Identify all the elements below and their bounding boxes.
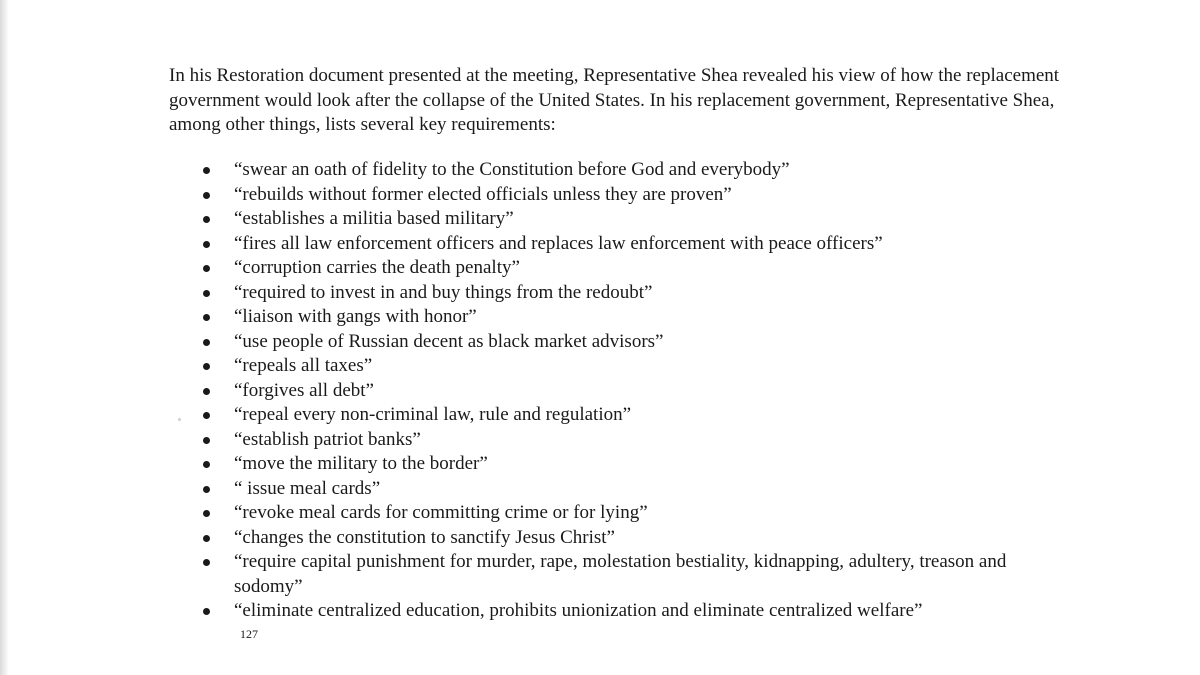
bullet-icon	[203, 412, 210, 419]
requirement-text: “repeals all taxes”	[234, 355, 373, 376]
bullet-icon	[203, 241, 210, 248]
requirement-text: “establishes a militia based military”	[234, 208, 514, 229]
list-item	[198, 477, 1078, 502]
list-item	[198, 158, 1078, 183]
bullet-icon	[203, 216, 210, 223]
bullet-icon	[203, 559, 210, 566]
list-item	[198, 281, 1078, 306]
intro-paragraph: In his Restoration document presented at the meeting, Representative Shea revealed his view of how the replacement government would look after the collapse of the United States. In his replacement government, Representative Shea, among other things, lists several key requirements:	[169, 65, 1060, 135]
requirement-text: “forgives all debt”	[234, 379, 374, 401]
bullet-icon	[203, 461, 210, 468]
requirement-text: “establish patriot banks”	[234, 428, 421, 450]
bullet-icon	[203, 167, 210, 174]
list-item	[198, 428, 1078, 453]
footnote-number: 127	[240, 627, 258, 641]
page-edge-shadow	[0, 0, 9, 675]
list-item	[198, 232, 1078, 257]
bullet-icon	[203, 339, 210, 346]
requirement-text: “move the military to the border”	[234, 453, 488, 474]
bullet-icon	[203, 486, 210, 493]
bullet-icon	[203, 265, 210, 272]
list-item	[198, 354, 1078, 379]
requirement-text: “use people of Russian decent as black market advisors”	[234, 330, 664, 352]
list-item	[198, 183, 1078, 208]
bullet-icon	[203, 290, 210, 297]
requirement-text: “rebuilds without former elected officials unless they are proven”	[234, 183, 732, 205]
bullet-icon	[203, 437, 210, 444]
bullet-icon	[203, 388, 210, 395]
list-item	[198, 256, 1078, 281]
bullet-icon	[203, 314, 210, 321]
bullet-icon	[203, 510, 210, 517]
requirement-text: “require capital punishment for murder, rape, molestation bestiality, kidnapping, adultery, treason and sodomy”	[234, 551, 1007, 597]
requirement-text: “fires all law enforcement officers and replaces law enforcement with peace officers”	[234, 232, 883, 254]
list-item	[198, 550, 1078, 599]
requirement-text: “ issue meal cards”	[234, 477, 381, 499]
list-item	[198, 526, 1078, 551]
list-item	[198, 501, 1078, 526]
list-item	[198, 330, 1078, 355]
list-item	[198, 599, 1078, 624]
bullet-icon	[203, 535, 210, 542]
bullet-icon	[203, 608, 210, 615]
list-item	[198, 403, 1078, 428]
requirement-text: “required to invest in and buy things from the redoubt”	[234, 281, 653, 303]
requirements-list	[198, 158, 1078, 624]
list-item	[198, 452, 1078, 477]
list-item	[198, 379, 1078, 404]
requirement-text: “eliminate centralized education, prohibits unionization and eliminate centralized welfare”	[234, 600, 923, 621]
scan-speck	[178, 418, 181, 421]
requirement-text: “corruption carries the death penalty”	[234, 257, 520, 278]
requirement-text: “repeal every non-criminal law, rule and regulation”	[234, 404, 632, 425]
bullet-icon	[203, 363, 210, 370]
requirement-text: “swear an oath of fidelity to the Constitution before God and everybody”	[234, 159, 790, 180]
bullet-icon	[203, 192, 210, 199]
list-item	[198, 305, 1078, 330]
requirement-text: “liaison with gangs with honor”	[234, 306, 477, 327]
requirement-text: “revoke meal cards for committing crime or for lying”	[234, 502, 648, 523]
requirement-text: “changes the constitution to sanctify Jesus Christ”	[234, 526, 615, 548]
list-item	[198, 207, 1078, 232]
